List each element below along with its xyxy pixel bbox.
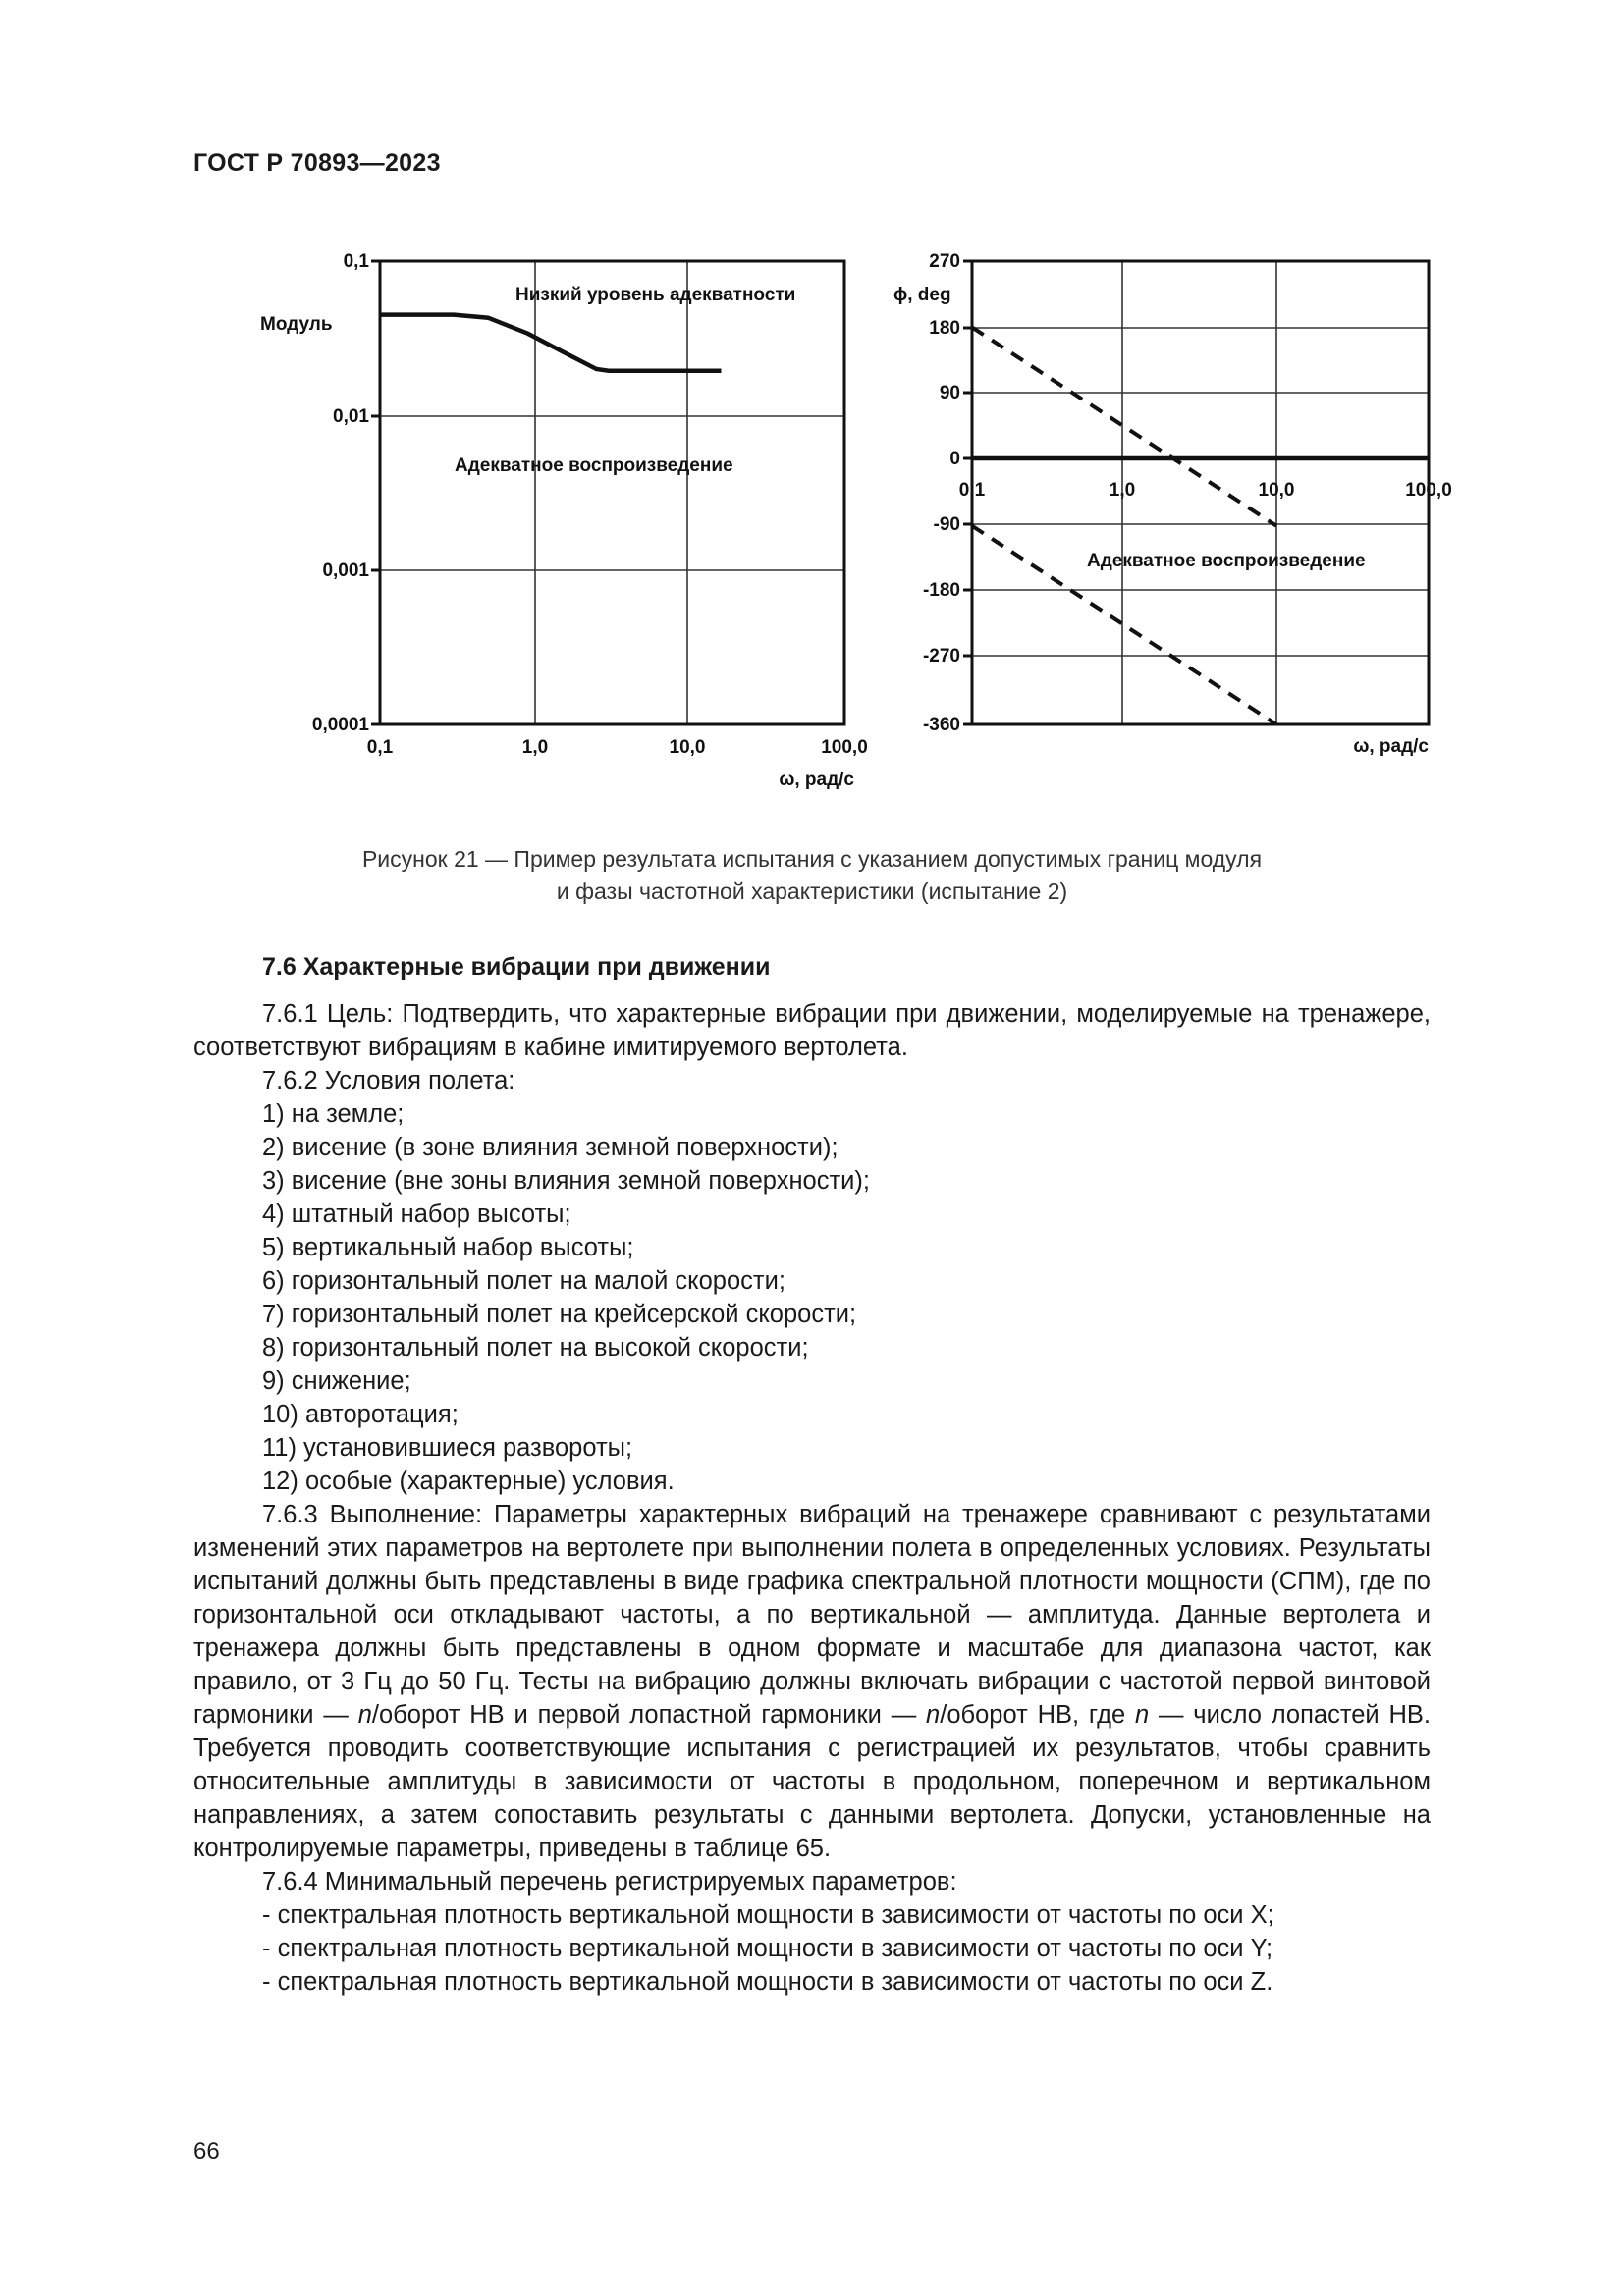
y-tick-label: 270	[929, 251, 960, 272]
list-item: 5) вертикальный набор высоты;	[262, 1234, 634, 1261]
y-tick-label: -90	[933, 514, 960, 535]
list-item: 9) снижение;	[262, 1367, 411, 1395]
y-tick-label: 180	[929, 318, 960, 339]
x-tick-label: 10,0	[669, 737, 706, 758]
list-item: 12) особые (характерные) условия.	[262, 1468, 675, 1495]
magnitude-chart	[260, 251, 868, 790]
phase-y-label: ϕ, deg	[893, 285, 951, 305]
figure-caption	[193, 843, 1431, 908]
paragraph-goal: 7.6.1 Цель: Подтвердить, что характерные вибрации при движении, моделируемые на тренажере, соответствуют вибрациям в кабине имитируемого вертолета.	[193, 1000, 1431, 1061]
x-tick-label: 0,1	[958, 480, 986, 501]
y-tick-label: -360	[922, 715, 960, 735]
list-item: 4) штатный набор высоты;	[262, 1201, 571, 1228]
y-tick-label: 0,01	[333, 406, 369, 427]
y-tick-label: 90	[939, 383, 960, 403]
list-item: 8) горизонтальный полет на высокой скорости;	[262, 1334, 809, 1362]
caption-line: и фазы частотной характеристики (испытание 2)	[556, 879, 1068, 904]
y-tick-label: 0	[949, 449, 960, 469]
annotation-adequate-reproduction: Адекватное воспроизведение	[1087, 551, 1366, 571]
list-item: 11) установившиеся развороты;	[262, 1434, 633, 1462]
list-item: 6) горизонтальный полет на малой скорости;	[262, 1267, 785, 1295]
caption-line: Рисунок 21 — Пример результата испытания с указанием допустимых границ модуля	[361, 846, 1263, 872]
annotation-adequate-reproduction: Адекватное воспроизведение	[455, 455, 733, 476]
x-tick-label: 100,0	[1405, 480, 1452, 501]
section-title: 7.6 Характерные вибрации при движении	[262, 953, 771, 981]
magnitude-y-label: Модуль	[260, 314, 333, 335]
list-item: 2) висение (в зоне влияния земной поверхности);	[262, 1134, 839, 1161]
list-item: 7) горизонтальный полет на крейсерской скорости;	[262, 1301, 857, 1328]
magnitude-x-label: ω, рад/с	[779, 770, 854, 790]
paragraph-execution: 7.6.3 Выполнение: Параметры характерных вибраций на тренажере сравнивают с результатами изменений этих параметров на вертолете при выполнении полета в определенных условиях. Результаты испытаний должны быть представлены в виде графика спектральной плотности мощности (СПМ), где по горизонтальной оси откладывают частоты, а по вертикальной — амплитуда. Данные вертолета и тренажера должны быть представлены в одном формате и масштабе для диапазона частот, как правило, от 3 Гц до 50 Гц. Тесты на вибрацию должны включать вибрации с частотой первой винтовой гармоники — n/оборот НВ и первой лопастной гармоники — n/оборот НВ, где n — число лопастей НВ. Требуется проводить соответствующие испытания с регистрацией их результатов, чтобы сравнить относительные амплитуды в зависимости от частоты в продольном, поперечном и вертикальном направлениях, а затем сопоставить результаты с данными вертолета. Допуски, установленные на контролируемые параметры, приведены в таблице 65.	[193, 1501, 1431, 1862]
paragraph-parameters: 7.6.4 Минимальный перечень регистрируемых параметров:	[262, 1868, 957, 1896]
x-tick-label: 1,0	[521, 737, 549, 758]
y-tick-label: -270	[922, 646, 960, 667]
list-item: 3) висение (вне зоны влияния земной поверхности);	[262, 1167, 870, 1195]
magnitude-boundary-line	[380, 315, 722, 371]
y-tick-label: 0,1	[343, 251, 369, 272]
annotation-low-adequacy: Низкий уровень адекватности	[515, 285, 796, 305]
x-tick-label: 100,0	[821, 737, 868, 758]
magnitude-plot-frame	[380, 261, 844, 724]
document-header: ГОСТ Р 70893—2023	[193, 149, 441, 177]
list-item: 1) на земле;	[262, 1100, 405, 1128]
list-item: - спектральная плотность вертикальной мощности в зависимости от частоты по оси Y;	[262, 1935, 1273, 1962]
x-tick-label: 1,0	[1109, 480, 1136, 501]
list-item: - спектральная плотность вертикальной мощности в зависимости от частоты по оси X;	[262, 1901, 1274, 1929]
page-number: 66	[193, 2138, 220, 2164]
paragraph-conditions: 7.6.2 Условия полета:	[262, 1067, 515, 1095]
phase-chart	[893, 251, 1452, 757]
phase-x-label: ω, рад/с	[1353, 736, 1429, 757]
list-item: 10) авторотация;	[262, 1401, 459, 1428]
section-body	[193, 997, 1431, 1999]
y-tick-label: 0,001	[322, 561, 369, 581]
x-tick-label: 10,0	[1258, 480, 1295, 501]
y-tick-label: 0,0001	[311, 715, 369, 735]
figure-21	[0, 0, 1624, 815]
list-item: - спектральная плотность вертикальной мощности в зависимости от частоты по оси Z.	[262, 1968, 1273, 1996]
y-tick-label: -180	[922, 580, 960, 601]
x-tick-label: 0,1	[366, 737, 394, 758]
